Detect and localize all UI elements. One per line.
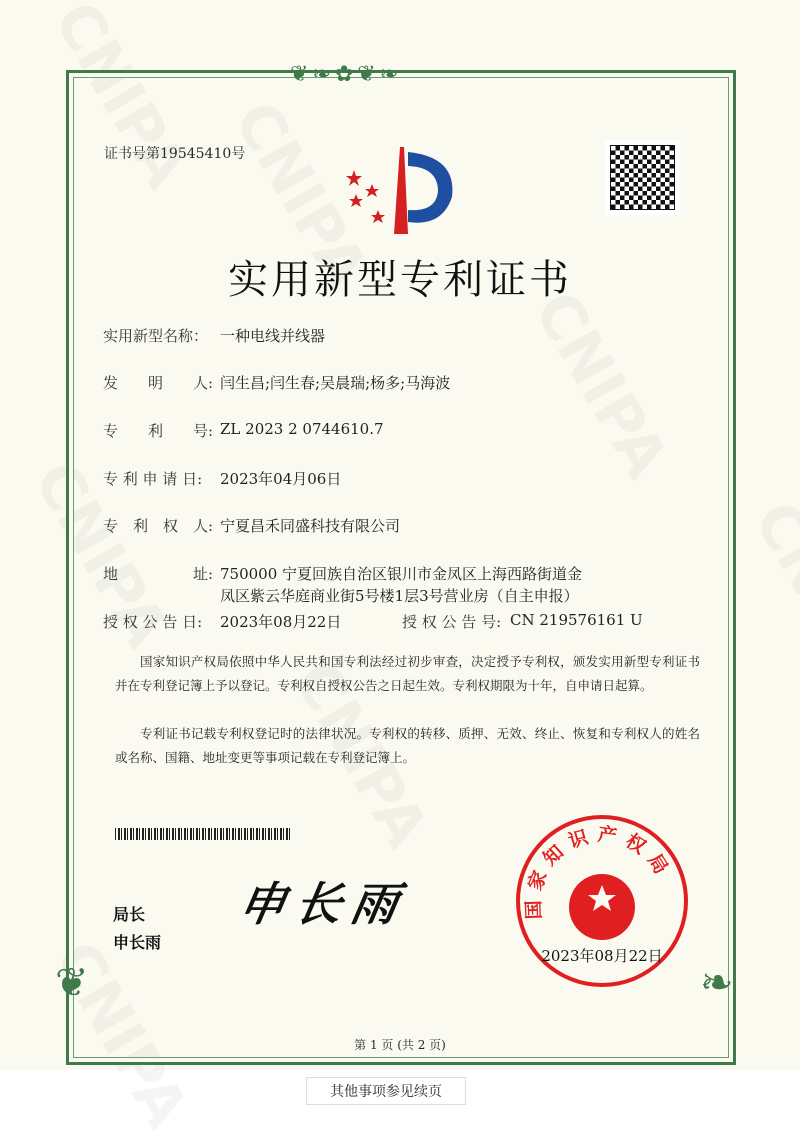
cnipa-logo-icon [342, 142, 462, 237]
field-label: 地 址: [103, 565, 214, 583]
field-label: 专 利 申 请 日: [103, 470, 203, 488]
page-info: 第 1 页 (共 2 页) [354, 1038, 446, 1052]
director-name: 申长雨 [113, 933, 162, 952]
certificate-number: 证书号第19545410号 [104, 146, 246, 162]
page-title: 实用新型专利证书 [228, 257, 572, 303]
director-title: 局长 [113, 905, 146, 924]
field-label: 发 明 人: [103, 374, 214, 392]
qr-code [605, 140, 680, 215]
field-label: 授 权 公 告 号: [402, 613, 502, 631]
ornament-corner-icon: ❦ [55, 960, 89, 1006]
field-label: 专 利 权 人: [103, 517, 214, 535]
field-label: 实用新型名称： [103, 327, 209, 345]
grant-number: CN 219576161 U [510, 611, 643, 629]
address-line-2: 凤区紫云华庭商业街5号楼1层3号营业房（自主申报） [220, 587, 579, 605]
official-seal [516, 815, 688, 987]
inventors: 闫生昌;闫生春;吴晨瑞;杨多;马海波 [220, 374, 451, 392]
seal-date: 2023年08月22日 [541, 947, 663, 965]
field-label: 授 权 公 告 日: [103, 613, 203, 631]
watermark [740, 490, 800, 699]
patentee: 宁夏昌禾同盛科技有限公司 [220, 517, 401, 535]
grant-date: 2023年08月22日 [220, 613, 342, 631]
application-date: 2023年04月06日 [220, 470, 342, 488]
paragraph: 专利证书记载专利权登记时的法律状况。专利权的转移、质押、无效、终止、恢复和专利权人的姓名或名称、国籍、地址变更等事项记载在专利登记簿上。 [115, 726, 700, 765]
utility-model-name: 一种电线并线器 [220, 327, 326, 345]
paragraph: 国家知识产权局依照中华人民共和国专利法经过初步审查，决定授予专利权，颁发实用新型专利证书并在专利登记簿上予以登记。专利权自授权公告之日起生效。专利权期限为十年，自申请日起算。 [115, 654, 700, 693]
patent-number: ZL 2023 2 0744610.7 [220, 420, 384, 438]
ornament-top-icon: ❦❧✿❦❧ [290, 62, 403, 87]
barcode [115, 828, 290, 840]
signature: 申长雨 [234, 877, 413, 931]
ornament-corner-icon: ❧ [700, 960, 734, 1006]
continue-page-button[interactable]: 其他事项参见续页 [306, 1077, 466, 1105]
field-label: 专 利 号: [103, 422, 214, 440]
address-line-1: 750000 宁夏回族自治区银川市金凤区上海西路街道金 [220, 565, 583, 583]
seal-text: 国家知识产权局 [522, 823, 677, 920]
